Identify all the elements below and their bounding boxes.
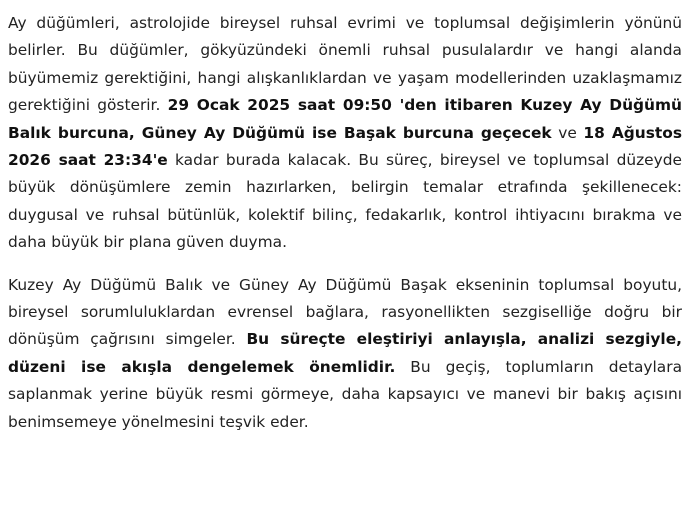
paragraph-2-key-advice: Bu süreçte eleştiriyi anlayışla, analizi sezgiyle, düzeni ise akışla dengelemek önemlidir. (8, 330, 682, 376)
paragraph-2 (8, 272, 682, 436)
paragraph-1-intro-text: Ay düğümleri, astrolojide bireysel ruhsal evrimi ve toplumsal değişimlerin yönünü belirler. Bu düğümler, gökyüzündeki önemli ruhsal pusulalardır ve hangi alanda büyümemiz gerektiğini, hangi alışkanlıklardan ve yaşam modellerinden uzaklaşmamız gerektiğini gösterir. (8, 14, 682, 115)
paragraph-1-connector-text: ve (551, 123, 584, 142)
paragraph-2-intro-text: Kuzey Ay Düğümü Balık ve Güney Ay Düğümü Başak ekseninin toplumsal boyutu, bireysel sorumluluklardan evrensel bağlara, rasyonellikten sezgiselliğe doğru bir dönüşüm çağrısını simgeler. (8, 275, 682, 349)
paragraph-2-closing-text: Bu geçiş, toplumların detaylara saplanmak yerine büyük resmi görmeye, daha kapsayıcı ve manevi bir bakış açısını benimsemeye yönelmesini teşvik eder. (8, 357, 682, 431)
paragraph-1-end-date: 18 Ağustos 2026 saat 23:34'e (8, 123, 682, 170)
paragraph-1-node-transition-date: 29 Ocak 2025 saat 09:50 'den itibaren Kuzey Ay Düğümü Balık burcuna, Güney Ay Düğümü ise Başak burcuna geçecek (8, 96, 682, 142)
paragraph-1 (8, 10, 682, 257)
paragraph-1-themes-text: kadar burada kalacak. Bu süreç, bireysel ve toplumsal düzeyde büyük dönüşümlere zemin hazırlarken, belirgin temalar etrafında şekillenecek: duygusal ve ruhsal bütünlük, kolektif bilinç, fedakarlık, kontrol ihtiyacını bırakma ve daha büyük bir plana güven duyma. (8, 151, 682, 252)
